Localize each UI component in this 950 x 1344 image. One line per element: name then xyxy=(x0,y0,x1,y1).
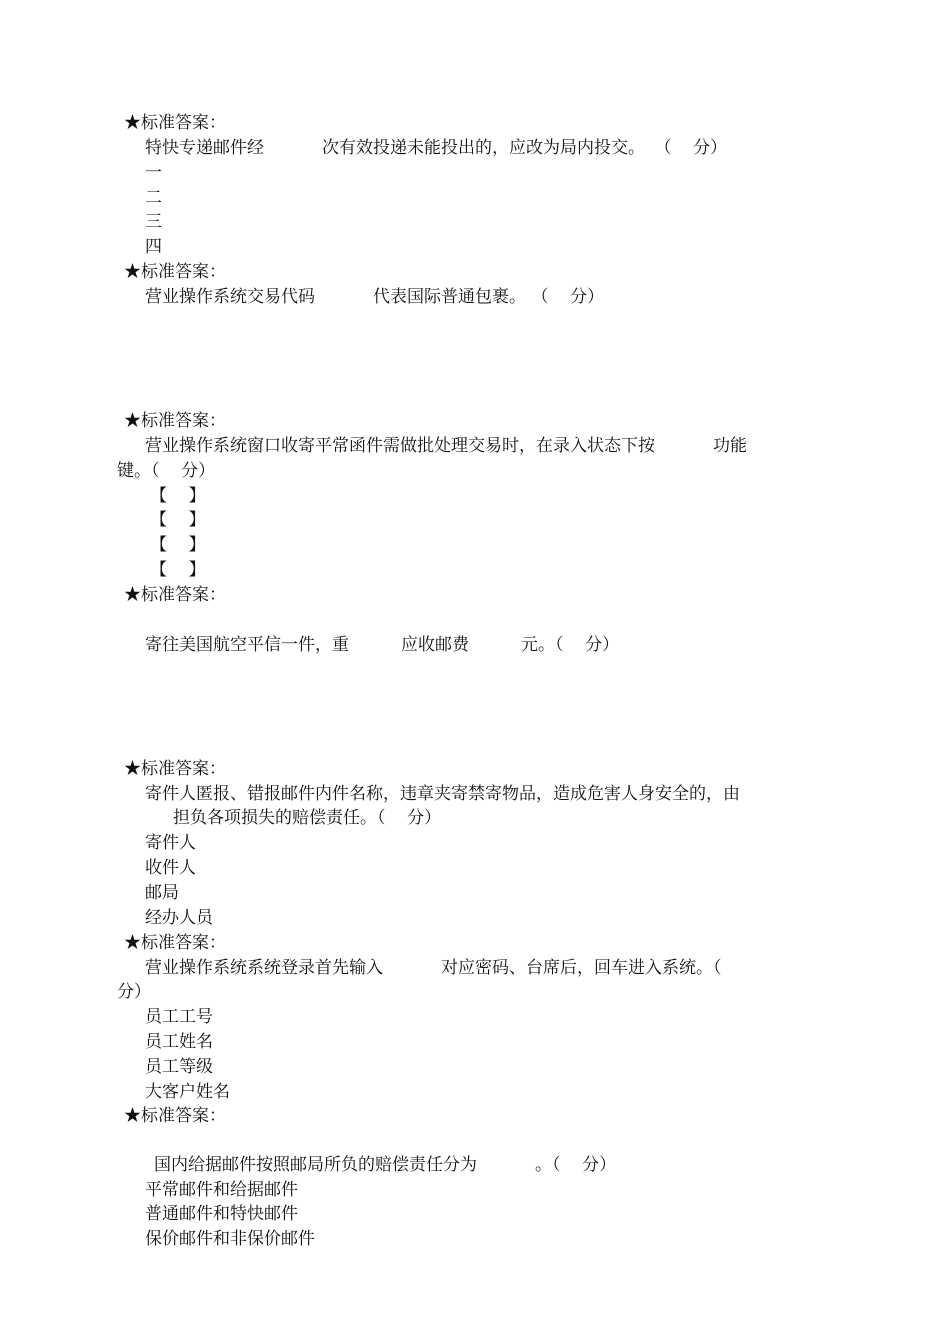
question-6 xyxy=(145,957,722,979)
option: 邮局 xyxy=(145,883,179,903)
option: 大客户姓名 xyxy=(145,1082,230,1102)
question-3-continued: 键。（ 分） xyxy=(117,461,216,481)
option: 一 xyxy=(145,163,162,183)
question-text: 国内给据邮件按照邮局所负的赔偿责任分为 xyxy=(154,1155,477,1175)
question-text: 寄往美国航空平信一件，重 xyxy=(145,635,349,655)
answer-label: ★标准答案： xyxy=(124,1106,226,1126)
question-text: 特快专递邮件经 xyxy=(145,138,264,158)
score: （ 分） xyxy=(540,287,605,307)
answer-label: ★标准答案： xyxy=(124,585,226,605)
question-1 xyxy=(145,137,727,159)
question-text: 元。（ 分） xyxy=(521,635,620,655)
answer-label: ★标准答案： xyxy=(124,759,226,779)
question-4 xyxy=(145,634,619,656)
option: 收件人 xyxy=(145,858,196,878)
answer-label: ★标准答案： xyxy=(124,262,226,282)
option: 平常邮件和给据邮件 xyxy=(145,1180,298,1200)
question-text: 营业操作系统窗口收寄平常函件需做批处理交易时，在录入状态下按 xyxy=(145,436,655,456)
option: 【 】 xyxy=(150,560,206,580)
option: 员工等级 xyxy=(145,1057,213,1077)
question-text: 代表国际普通包裹。 xyxy=(373,287,526,307)
question-text: 应收邮费 xyxy=(401,635,469,655)
answer-label: ★标准答案： xyxy=(124,113,226,133)
option: 经办人员 xyxy=(145,908,213,928)
option: 【 】 xyxy=(150,510,206,530)
question-text: 。（ 分） xyxy=(535,1155,617,1175)
option: 员工姓名 xyxy=(145,1032,213,1052)
question-6-continued: 分） xyxy=(117,982,151,1002)
question-2 xyxy=(145,286,604,308)
question-text: 次有效投递未能投出的，应改为局内投交。 xyxy=(322,138,645,158)
question-5: 寄件人匿报、错报邮件内件名称，违章夹寄禁寄物品，造成危害人身安全的，由 xyxy=(145,784,740,804)
option: 保价邮件和非保价邮件 xyxy=(145,1229,315,1249)
question-text: 营业操作系统系统登录首先输入 xyxy=(145,958,383,978)
question-text: 功能 xyxy=(713,436,747,456)
option: 三 xyxy=(145,212,162,232)
option: 员工工号 xyxy=(145,1007,213,1027)
question-3 xyxy=(145,435,747,457)
question-7 xyxy=(154,1154,616,1176)
answer-label: ★标准答案： xyxy=(124,411,226,431)
option: 四 xyxy=(145,237,162,257)
question-text: 对应密码、台席后，回车进入系统。（ xyxy=(441,958,722,978)
option: 二 xyxy=(145,188,162,208)
option: 【 】 xyxy=(150,486,206,506)
score: （ 分） xyxy=(663,138,728,158)
question-text: 营业操作系统交易代码 xyxy=(145,287,315,307)
option: 【 】 xyxy=(150,535,206,555)
answer-label: ★标准答案： xyxy=(124,933,226,953)
option: 普通邮件和特快邮件 xyxy=(145,1204,298,1224)
question-5-continued: 担负各项损失的赔偿责任。（ 分） xyxy=(173,808,442,828)
option: 寄件人 xyxy=(145,833,196,853)
